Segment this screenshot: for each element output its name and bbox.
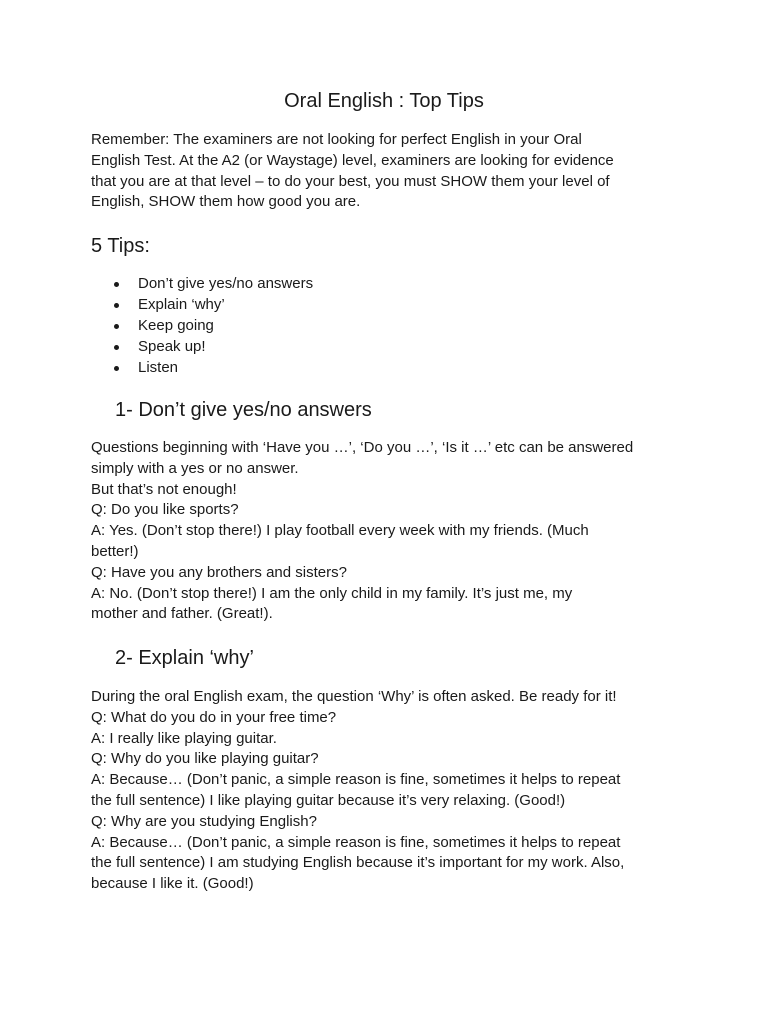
section2-line: A: I really like playing guitar. (91, 729, 277, 747)
section1-line: Questions beginning with ‘Have you …’, ‘Do you …’, ‘Is it …’ etc can be answered (91, 439, 634, 456)
section2-line: A: Because… (Don’t panic, a simple reason is fine, sometimes it helps to repeat (91, 771, 621, 789)
intro-paragraph (91, 130, 691, 213)
tip-label: Don’t give yes/no answers (138, 275, 314, 292)
list-item (112, 294, 313, 315)
tip-label: Listen (138, 359, 179, 376)
section1-line: A: Yes. (Don’t stop there!) I play football every week with my friends. (Much (91, 522, 589, 540)
section2-heading: 2- Explain ‘why’ (115, 647, 254, 669)
section1-line: simply with a yes or no answer. (91, 459, 299, 477)
section2-line: During the oral English exam, the question ‘Why’ is often asked. Be ready for it! (91, 688, 617, 705)
tip-label: Keep going (138, 317, 214, 334)
section2-line: Q: What do you do in your free time? (91, 708, 337, 726)
list-item (112, 357, 313, 378)
section2-line: Q: Why do you like playing guitar? (91, 750, 319, 768)
section2-body (91, 687, 691, 895)
section2-line: the full sentence) I like playing guitar because it’s very relaxing. (Good!) (91, 791, 566, 809)
intro-line: Remember: The examiners are not looking for perfect English in your Oral (91, 131, 582, 148)
bullet-icon (114, 303, 119, 308)
list-item (112, 315, 313, 336)
bullet-icon (114, 324, 119, 329)
section2-line: Q: Why are you studying English? (91, 812, 317, 830)
section1-heading: 1- Don’t give yes/no answers (115, 399, 372, 421)
list-item (112, 336, 313, 357)
intro-line: English, SHOW them how good you are. (91, 193, 361, 211)
bullet-icon (114, 282, 119, 287)
intro-line: English Test. At the A2 (or Waystage) level, examiners are looking for evidence (91, 151, 614, 169)
intro-line: that you are at that level – to do your best, you must SHOW them your level of (91, 172, 610, 190)
tips-list (112, 273, 313, 378)
section1-line: Q: Have you any brothers and sisters? (91, 563, 347, 581)
section1-line: A: No. (Don’t stop there!) I am the only child in my family. It’s just me, my (91, 584, 573, 602)
section1-body (91, 438, 691, 625)
section1-line: But that’s not enough! (91, 480, 237, 498)
bullet-icon (114, 345, 119, 350)
tips-heading: 5 Tips: (91, 235, 150, 257)
document-title: Oral English : Top Tips (284, 90, 484, 112)
section1-line: better!) (91, 542, 139, 560)
section1-line: mother and father. (Great!). (91, 605, 273, 623)
section2-line: the full sentence) I am studying English because it’s important for my work. Also, (91, 854, 625, 872)
section2-line: because I like it. (Good!) (91, 875, 254, 893)
section1-line: Q: Do you like sports? (91, 501, 239, 519)
tip-label: Explain ‘why’ (138, 296, 225, 313)
tip-label: Speak up! (138, 338, 206, 355)
list-item (112, 273, 313, 294)
bullet-icon (114, 366, 119, 371)
section2-line: A: Because… (Don’t panic, a simple reason is fine, sometimes it helps to repeat (91, 833, 621, 851)
